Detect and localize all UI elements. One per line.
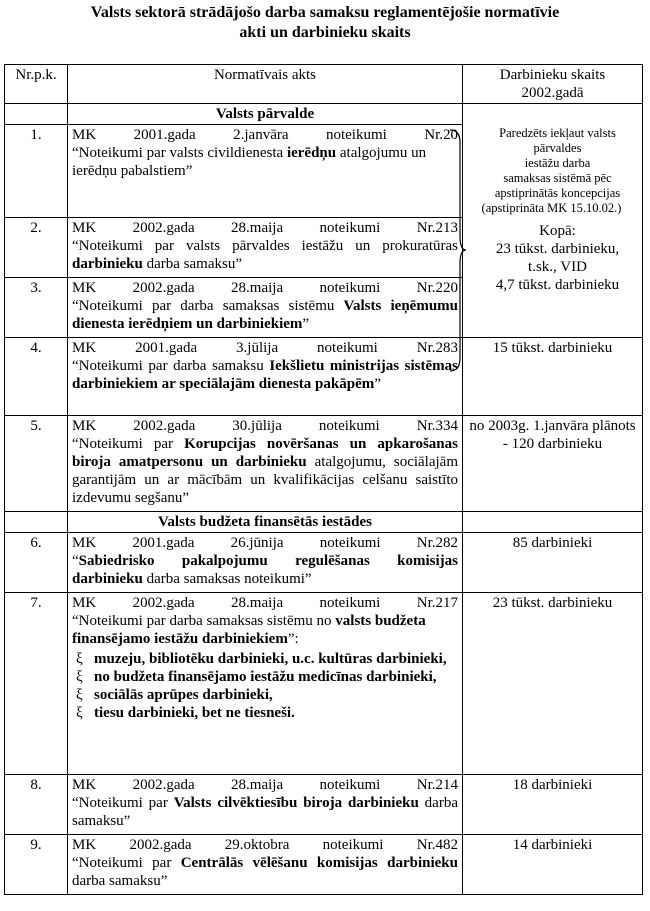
header-count-line2: 2002.gadā: [521, 85, 584, 101]
act-ref: MK 2001.gada 26.jūnija noteikumi Nr.282: [72, 535, 458, 551]
title-line-1: Valsts sektorā strādājošo darba samaksu reglamentējošie normatīvie: [90, 4, 560, 21]
row-nr: 8.: [5, 775, 68, 835]
row-act: [68, 338, 463, 416]
act-ref: MK 2002.gada 28.maija noteikumi Nr.214: [72, 777, 458, 793]
act-ref: MK 2002.gada 28.maija noteikumi Nr.220: [72, 280, 458, 296]
list-item: [72, 686, 458, 704]
row-nr: 6.: [5, 533, 68, 593]
note-line: Paredzēts iekļaut valsts: [499, 125, 616, 140]
shared-total: [477, 222, 638, 294]
header-count: [463, 65, 643, 104]
act-ref: MK 2001.gada 2.janvāra noteikumi Nr.20: [72, 127, 458, 143]
act-text-end: ”: [302, 316, 310, 332]
act-bold: Valsts ieņēmumu dienesta ierēdņiem un darbiniekiem: [72, 298, 458, 332]
act-text-end: darba samaksu”: [72, 795, 458, 829]
category-list: [72, 650, 458, 722]
act-bold: ierēdņu: [286, 145, 337, 161]
table-row: [5, 775, 643, 835]
row-act: [68, 835, 463, 895]
header-nr: Nr.p.k.: [5, 65, 68, 104]
act-bold: Valsts cilvēktiesību biroja darbinieku: [173, 795, 419, 811]
act-text: “Noteikumi par: [72, 795, 174, 811]
act-text-end: ”:: [287, 631, 299, 647]
act-text: “Noteikumi par: [72, 436, 185, 452]
row-nr: 1.: [5, 125, 68, 218]
row-act: [68, 533, 463, 593]
row-act: [68, 593, 463, 775]
act-text: “Noteikumi par valsts civildienesta: [72, 145, 287, 161]
act-bold: Iekšlietu ministrijas sistēmas darbiniekiem ar speciālajām dienesta pakāpēm: [72, 358, 458, 392]
note-line: pārvaldes: [533, 140, 582, 155]
row-count: 85 darbinieki: [463, 533, 643, 593]
act-text-end: darba samaksu”: [142, 256, 243, 272]
act-bold: valsts budžeta finansējamo iestāžu darbiniekiem: [72, 613, 426, 647]
act-bold: Sabiedrisko pakalpojumu regulēšanas komisijas darbinieku: [72, 553, 458, 587]
section-row: [5, 512, 643, 533]
act-text: “Noteikumi par: [72, 855, 181, 871]
row-nr: 7.: [5, 593, 68, 775]
note-line: iestāžu darba: [524, 155, 591, 170]
act-text-end: atalgojumu, sociālajām garantijām un ar mācībām un kvalifikācijas celšanu saistīto izdevumu segšanu”: [72, 454, 459, 506]
table-row: [5, 835, 643, 895]
act-text-end: atalgojumu un ierēdņu pabalstiem”: [72, 145, 427, 179]
row-nr: 9.: [5, 835, 68, 895]
shared-note: [477, 126, 638, 216]
table-row: [5, 593, 643, 775]
row-nr: 4.: [5, 338, 68, 416]
note-line: apstiprinātās koncepcijas: [494, 185, 621, 200]
row-act: [68, 775, 463, 835]
row-count: 18 darbinieki: [463, 775, 643, 835]
total-value: 23 tūkst. darbinieku,: [495, 240, 620, 257]
section-title: Valsts pārvalde: [68, 104, 463, 125]
list-item: [72, 668, 458, 686]
act-bold: darbinieku: [72, 256, 143, 272]
row-count: no 2003g. 1.janvāra plānots - 120 darbinieku: [463, 416, 643, 512]
row-count: 14 darbinieki: [463, 835, 643, 895]
row-count: 15 tūkst. darbinieku: [463, 338, 643, 416]
bullet-icon: ξ: [76, 687, 83, 703]
act-ref: MK 2002.gada 28.maija noteikumi Nr.217: [72, 595, 458, 611]
vid-value: 4,7 tūkst. darbinieku: [495, 276, 620, 293]
act-text-end: ”: [374, 376, 381, 392]
row-nr: 5.: [5, 416, 68, 512]
list-item: [72, 704, 458, 722]
act-text: “Noteikumi par valsts pārvaldes iestāžu un prokuratūras: [72, 238, 458, 254]
act-ref: MK 2001.gada 3.jūlija noteikumi Nr.283: [72, 340, 458, 356]
row-act: [68, 416, 463, 512]
row-act: [68, 125, 463, 218]
total-subset: t.sk., VID: [528, 258, 587, 275]
row-nr: 2.: [5, 218, 68, 278]
act-text: “: [72, 553, 79, 569]
list-item-text: sociālās aprūpes darbinieki,: [94, 687, 273, 703]
act-bold: Korupcijas novēršanas un apkarošanas biroja amatpersonu un darbinieku: [72, 436, 458, 470]
table-header-row: [5, 65, 643, 104]
act-bold: Centrālās vēlēšanu komisijas darbinieku: [180, 855, 458, 871]
title-line-2: akti un darbinieku skaits: [239, 24, 411, 41]
total-label: Kopā:: [539, 222, 576, 239]
act-text-end: darba samaksu”: [72, 873, 168, 889]
act-text-end: darba samaksas noteikumi”: [142, 571, 312, 587]
section-title: Valsts budžeta finansētās iestādes: [68, 512, 463, 533]
header-count-line1: Darbinieku skaits: [499, 67, 606, 83]
act-text: “Noteikumi par darba samaksu: [72, 358, 270, 374]
row-act: [68, 218, 463, 278]
list-item-text: no budžeta finansējamo iestāžu medicīnas darbinieki,: [94, 669, 437, 685]
list-item-text: muzeju, bibliotēku darbinieki, u.c. kultūras darbinieki,: [94, 651, 447, 667]
act-text: “Noteikumi par darba samaksas sistēmu no: [72, 613, 336, 629]
bullet-icon: ξ: [76, 705, 83, 721]
header-act: Normatīvais akts: [68, 65, 463, 104]
shared-count-cell: [463, 125, 643, 338]
act-text: “Noteikumi par darba samaksas sistēmu: [72, 298, 344, 314]
document-title: [0, 0, 650, 43]
act-ref: MK 2002.gada 29.oktobra noteikumi Nr.482: [72, 837, 458, 853]
row-nr: 3.: [5, 278, 68, 338]
bullet-icon: ξ: [76, 669, 83, 685]
table-row: [5, 125, 643, 218]
table-row: [5, 338, 643, 416]
row-count: 23 tūkst. darbinieku: [463, 593, 643, 775]
table-row: [5, 416, 643, 512]
table-row: [5, 533, 643, 593]
note-line: samaksas sistēmā pēc: [503, 170, 612, 185]
section-row: [5, 104, 643, 125]
grouping-brace: [448, 128, 468, 373]
list-item-text: tiesu darbinieki, bet ne tiesneši.: [94, 705, 295, 721]
note-line: (apstiprināta MK 15.10.02.): [481, 200, 622, 215]
row-act: [68, 278, 463, 338]
list-item: [72, 650, 458, 668]
regulations-table: [4, 64, 643, 895]
act-ref: MK 2002.gada 28.maija noteikumi Nr.213: [72, 220, 458, 236]
bullet-icon: ξ: [76, 651, 83, 667]
act-ref: MK 2002.gada 30.jūlija noteikumi Nr.334: [72, 418, 458, 434]
